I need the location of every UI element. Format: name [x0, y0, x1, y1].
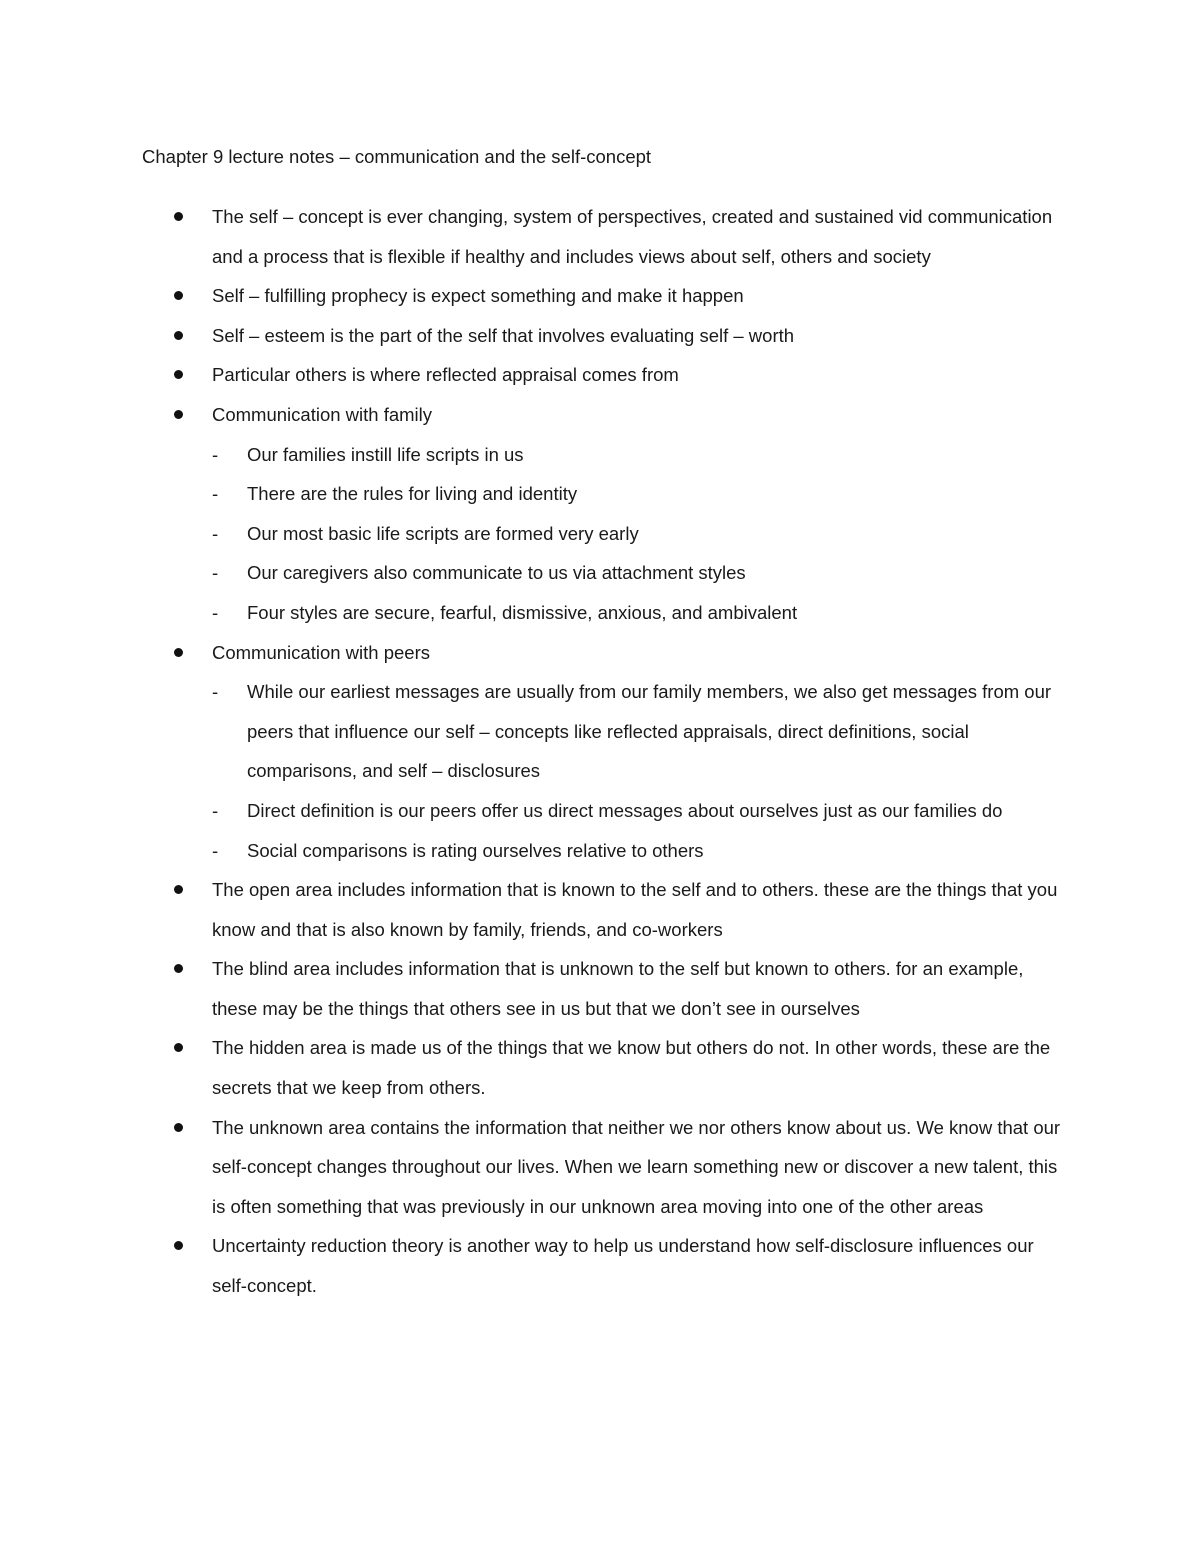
bullet-icon	[174, 648, 183, 657]
bullet-icon	[174, 885, 183, 894]
sub-list-item	[212, 474, 1072, 514]
dash-marker: -	[212, 681, 219, 703]
list-item	[142, 276, 1072, 316]
bullet-icon	[174, 1241, 183, 1250]
list-item	[142, 355, 1072, 395]
sub-list-item	[212, 791, 1072, 831]
notes-list	[142, 197, 1072, 1306]
sub-list-item	[212, 672, 1072, 791]
list-item	[142, 949, 1072, 1028]
list-item	[142, 395, 1072, 633]
sub-list-item-text: There are the rules for living and identity	[247, 483, 578, 505]
sub-list-item-text: Four styles are secure, fearful, dismissive, anxious, and ambivalent	[247, 601, 798, 623]
list-item-text: The blind area includes information that is unknown to the self but known to others. for an example, these may be the things that others see in us but that we don’t see in ourselves	[212, 958, 1024, 1019]
bullet-icon	[174, 291, 183, 300]
list-item	[142, 1028, 1072, 1107]
dash-marker: -	[212, 522, 219, 544]
list-item-text: Self – esteem is the part of the self that involves evaluating self – worth	[212, 324, 795, 346]
bullet-icon	[174, 1043, 183, 1052]
bullet-icon	[174, 331, 183, 340]
list-item-text: Self – fulfilling prophecy is expect something and make it happen	[212, 285, 744, 307]
bullet-icon	[174, 370, 183, 379]
list-item	[142, 1108, 1072, 1227]
sub-list-item	[212, 831, 1072, 871]
sub-list-item-text: Social comparisons is rating ourselves relative to others	[247, 839, 704, 861]
dash-marker: -	[212, 601, 219, 623]
sub-list-item	[212, 553, 1072, 593]
dash-marker: -	[212, 443, 219, 465]
list-item-text: Communication with family	[212, 403, 433, 425]
dash-marker: -	[212, 839, 219, 861]
list-item-text: The self – concept is ever changing, system of perspectives, created and sustained vid communication and a process that is flexible if healthy and includes views about self, others and society	[212, 206, 1053, 267]
list-item	[142, 1226, 1072, 1305]
sub-list-item	[212, 593, 1072, 633]
sub-list-item	[212, 514, 1072, 554]
list-item-text: The unknown area contains the information that neither we nor others know about us. We know that our self-concept changes throughout our lives. When we learn something new or discover a new talent, this is often something that was previously in our unknown area moving into one of the other areas	[212, 1116, 1061, 1217]
sub-list	[212, 672, 1072, 870]
sub-list-item-text: Our most basic life scripts are formed very early	[247, 522, 639, 544]
sub-list-item-text: Our families instill life scripts in us	[247, 443, 524, 465]
list-item-text: The hidden area is made us of the things that we know but others do not. In other words, these are the secrets that we keep from others.	[212, 1037, 1051, 1099]
sub-list-item-text: Direct definition is our peers offer us direct messages about ourselves just as our families do	[247, 799, 1003, 821]
list-item-text: The open area includes information that is known to the self and to others. these are the things that you know and that is also known by family, friends, and co-workers	[212, 879, 1058, 940]
dash-marker: -	[212, 483, 219, 505]
list-item	[142, 870, 1072, 949]
bullet-icon	[174, 964, 183, 973]
sub-list-item-text: Our caregivers also communicate to us via attachment styles	[247, 562, 746, 584]
sub-list-item-text: While our earliest messages are usually from our family members, we also get messages from our peers that influence our self – concepts like reflected appraisals, direct definitions, social comparisons, and self – disclosures	[247, 681, 1052, 782]
list-item-text: Communication with peers	[212, 641, 430, 663]
dash-marker: -	[212, 562, 219, 584]
bullet-icon	[174, 410, 183, 419]
list-item	[142, 633, 1072, 871]
list-item	[142, 316, 1072, 356]
list-item-text: Particular others is where reflected appraisal comes from	[212, 364, 679, 386]
sub-list	[212, 435, 1072, 633]
dash-marker: -	[212, 799, 219, 821]
list-item	[142, 197, 1072, 276]
bullet-icon	[174, 1123, 183, 1132]
sub-list-item	[212, 435, 1072, 475]
page-title: Chapter 9 lecture notes – communication and the self-concept	[142, 146, 652, 167]
list-item-text: Uncertainty reduction theory is another way to help us understand how self-disclosure influences our self-concept.	[212, 1235, 1034, 1297]
bullet-icon	[174, 212, 183, 221]
